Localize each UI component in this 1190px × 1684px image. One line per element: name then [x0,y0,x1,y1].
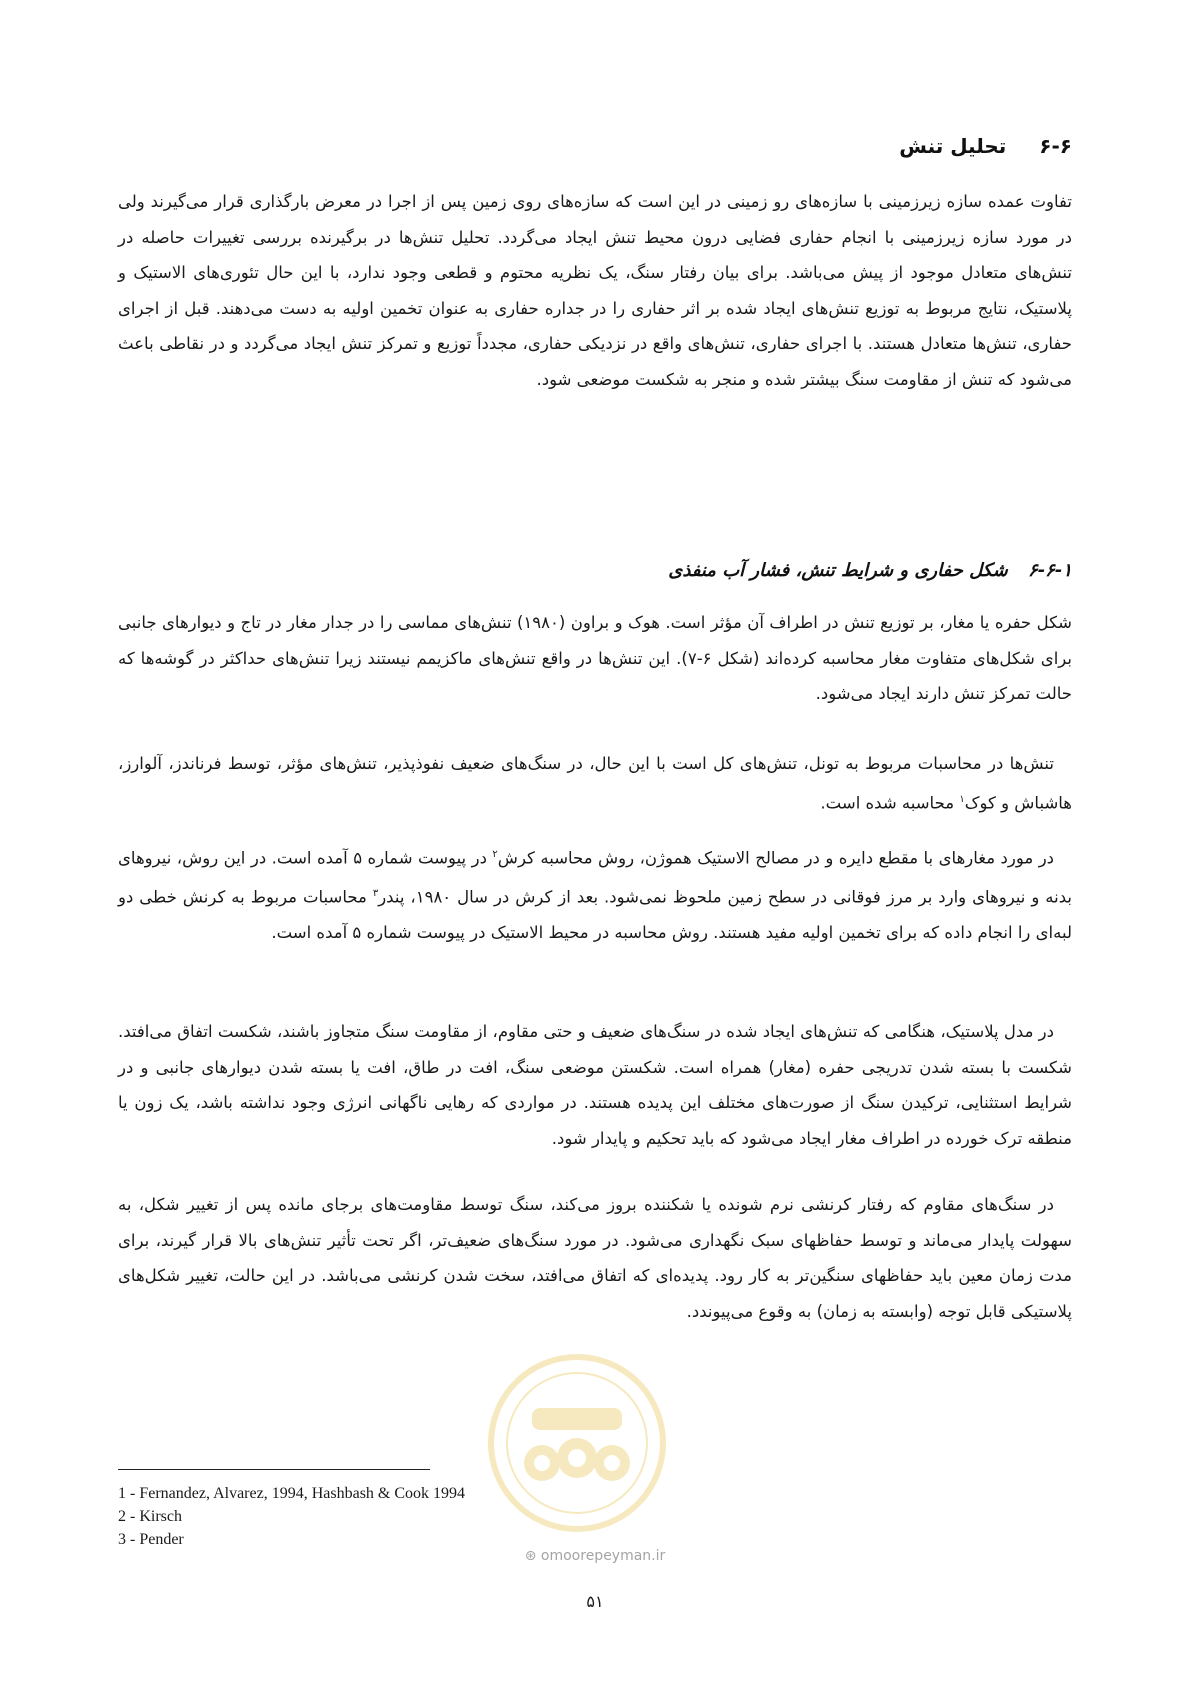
section-number: ۶-۶ [1039,134,1072,158]
p4-text-c: محاسبات مربوط به کرنش خطی دو لبه‌ای را انجام داده که برای تخمین اولیه مفید هستند. روش محاسبه در محیط الاستیک در پیوست شماره ۵ آمده است. [118,887,1072,942]
p4-text-a: در مورد مغارهای با مقطع دایره و در مصالح الاستیک هموژن، روش محاسبه کرش [497,848,1055,868]
section-title: تحلیل تنش [899,134,1007,158]
footnote-divider [118,1469,430,1470]
subsection-heading [668,560,1072,581]
subsection-title: شکل حفاری و شرایط تنش، فشار آب منفذی [668,560,1008,581]
paragraph-strong-rocks: در سنگ‌های مقاوم که رفتار کرنشی نرم شونده یا شکننده بروز می‌کند، سنگ توسط مقاومت‌های برجای مانده پس از تغییر شکل، به سهولت پایدار می‌ماند و توسط حفاظهای سبک نگهداری می‌شود. در مورد سنگ‌های ضعیف‌تر، اگر تحت تأثیر تنش‌های بالا قرار گیرند، برای مدت زمان معین باید حفاظهای سنگین‌تر به کار رود. پدیده‌ای که اتفاق می‌افتد، سخت شدن کرنشی می‌باشد. در این حالت، تغییر شکل‌های پلاستیکی قابل توجه (وابسته به زمان) به وقوع می‌پیوندد. [118,1195,1072,1321]
footnote-3: 3 - Pender [118,1531,184,1548]
watermark-url: ⊛ omoorepeyman.ir [524,1548,666,1564]
page-number: ۵۱ [586,1592,604,1611]
watermark-url-text: omoorepeyman.ir [540,1548,666,1564]
footnote-2: 2 - Kirsch [118,1508,182,1525]
footnotes [118,1482,465,1551]
section-heading [899,134,1072,158]
p3-text-a: تنش‌ها در محاسبات مربوط به تونل، تنش‌های کل است با این حال، در سنگ‌های ضعیف نفوذپذیر، تنش‌های مؤثر، توسط فرناندز، آلوارز، هاشباش و کوک [118,754,1072,812]
footnote-ref-3: ۳ [372,888,379,899]
footnote-ref-1: ۱ [959,793,965,805]
paragraph-kirsch-method [118,837,1072,951]
paragraph-cavity-shape: شکل حفره یا مغار، بر توزیع تنش در اطراف آن مؤثر است. هوک و براون (۱۹۸۰) تنش‌های مماسی را در جدار مغار در تاج و دیوارهای جانبی برای شکل‌های متفاوت مغار محاسبه کرده‌اند (شکل ۶-۷). این تنش‌ها در واقع تنش‌های ماکزیمم نیستند زیرا تنش‌های حداکثر در گوشه‌ها که حالت تمرکز تنش دارند ایجاد می‌شود. [118,613,1073,703]
p3-text-b: محاسبه شده است. [820,793,960,812]
paragraph-plastic-model: در مدل پلاستیک، هنگامی که تنش‌های ایجاد شده در سنگ‌های ضعیف و حتی مقاوم، از مقاومت سنگ متجاوز باشند، شکست اتفاق می‌افتد. شکست با بسته شدن تدریجی حفره (مغار) همراه است. شکستن موضعی سنگ، افت در طاق، افت یا بسته شدن دیوارهای جانبی و در شرایط استثنایی، ترکیدن سنگ از صورت‌های مختلف این پدیده هستند. در مواردی که رهایی ناگهانی انرژی وجود نداشته باشد، یک زون یا منطقه ترک خورده در اطراف مغار ایجاد می‌شود که باید تحکیم و پایدار شود. [118,1022,1072,1148]
subsection-number: ۶-۶-۱ [1028,560,1072,581]
footnote-1: 1 - Fernandez, Alvarez, 1994, Hashbash & Cook 1994 [118,1485,466,1502]
footnote-ref-2: ۲ [492,849,498,860]
paragraph-tunnel-stresses [118,746,1072,821]
watermark-logo [482,1348,672,1538]
p4-text-b: در پیوست شماره ۵ آمده است. در این روش، نیروهای بدنه و نیروهای وارد بر مرز فوقانی در سطح زمین ملحوظ نمی‌شود. بعد از کرش در سال ۱۹۸۰، پندر [118,848,1072,907]
section-intro-paragraph: تفاوت عمده سازه زیرزمینی با سازه‌های رو زمینی در این است که سازه‌های روی زمین پس از اجرا در معرض بارگذاری قرار می‌گیرند ولی در مورد سازه زیرزمینی با انجام حفاری فضایی درون محیط تنش ایجاد می‌گردد. تحلیل تنش‌ها در برگیرنده بررسی تغییرات حاصله در تنش‌های متعادل موجود از پیش می‌باشد. برای بیان رفتار سنگ، یک نظریه محتوم و قطعی وجود ندارد، با این حال تئوری‌های الاستیک و پلاستیک، نتایج مربوط به توزیع تنش‌های ایجاد شده بر اثر حفاری را در جداره حفاری به عنوان تخمین اولیه به دست می‌دهند. قبل از اجرای حفاری، تنش‌ها متعادل هستند. با اجرای حفاری، تنش‌های واقع در نزدیکی حفاری، مجدداً توزیع و تمرکز تنش ایجاد می‌گردد و در نقاطی باعث می‌شود که تنش از مقاومت سنگ بیشتر شده و منجر به شکست موضعی شود. [118,192,1072,389]
